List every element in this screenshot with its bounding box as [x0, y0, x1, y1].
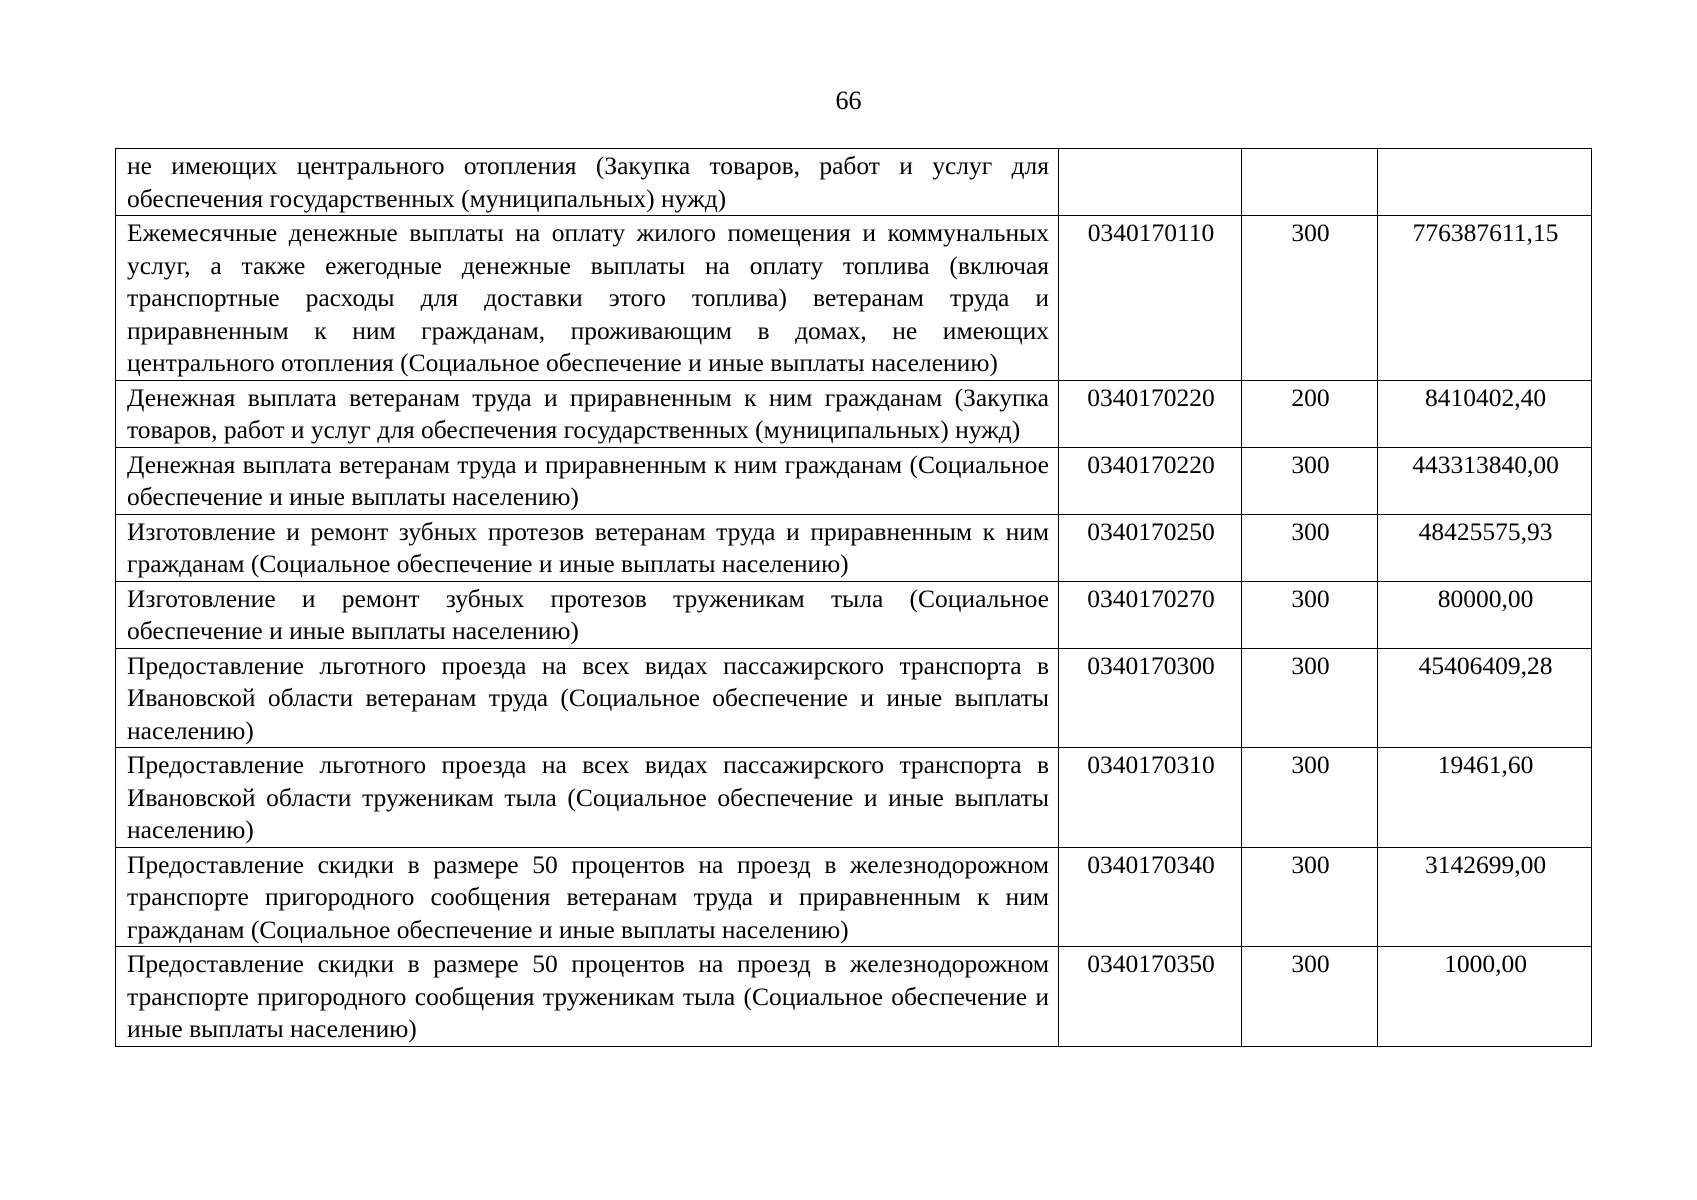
row-expense-type: 300: [1242, 648, 1378, 748]
row-target-code: 0340170220: [1059, 380, 1242, 447]
row-expense-type: 300: [1242, 748, 1378, 848]
row-expense-type: 300: [1242, 447, 1378, 514]
row-expense-type: 300: [1242, 847, 1378, 947]
row-target-code: 0340170310: [1059, 748, 1242, 848]
row-amount: 45406409,28: [1378, 648, 1592, 748]
row-expense-type: 300: [1242, 514, 1378, 581]
page-number: 66: [835, 86, 862, 115]
row-amount: 8410402,40: [1378, 380, 1592, 447]
row-expense-type: [1242, 149, 1378, 216]
row-amount: 80000,00: [1378, 581, 1592, 648]
row-target-code: 0340170110: [1059, 216, 1242, 381]
budget-table: [115, 148, 1592, 1047]
row-description: Предоставление скидки в размере 50 процентов на проезд в железнодорожном транспорте пригородного сообщения ветеранам труда и приравненным к ним гражданам (Социальное обеспечение и иные выплаты населению): [116, 847, 1059, 947]
row-amount: [1378, 149, 1592, 216]
table-row: [116, 514, 1592, 581]
row-description: Предоставление скидки в размере 50 процентов на проезд в железнодорожном транспорте пригородного сообщения труженикам тыла (Социальное обеспечение и иные выплаты населению): [116, 947, 1059, 1047]
row-description: Денежная выплата ветеранам труда и приравненным к ним гражданам (Закупка товаров, работ и услуг для обеспечения государственных (муниципальных) нужд): [116, 380, 1059, 447]
row-description: не имеющих центрального отопления (Закупка товаров, работ и услуг для обеспечения государственных (муниципальных) нужд): [116, 149, 1059, 216]
table-row: [116, 149, 1592, 216]
row-amount: 1000,00: [1378, 947, 1592, 1047]
row-amount: 3142699,00: [1378, 847, 1592, 947]
row-amount: 19461,60: [1378, 748, 1592, 848]
row-target-code: 0340170270: [1059, 581, 1242, 648]
table-row: [116, 216, 1592, 381]
table-row: [116, 947, 1592, 1047]
row-amount: 443313840,00: [1378, 447, 1592, 514]
row-expense-type: 300: [1242, 581, 1378, 648]
table-row: [116, 581, 1592, 648]
row-target-code: 0340170350: [1059, 947, 1242, 1047]
row-amount: 776387611,15: [1378, 216, 1592, 381]
table-row: [116, 380, 1592, 447]
row-target-code: 0340170340: [1059, 847, 1242, 947]
row-expense-type: 300: [1242, 947, 1378, 1047]
row-target-code: [1059, 149, 1242, 216]
row-description: Предоставление льготного проезда на всех видах пассажирского транспорта в Ивановской области труженикам тыла (Социальное обеспечение и иные выплаты населению): [116, 748, 1059, 848]
row-description: Изготовление и ремонт зубных протезов труженикам тыла (Социальное обеспечение и иные выплаты населению): [116, 581, 1059, 648]
table-row: [116, 847, 1592, 947]
row-target-code: 0340170250: [1059, 514, 1242, 581]
row-target-code: 0340170300: [1059, 648, 1242, 748]
row-expense-type: 200: [1242, 380, 1378, 447]
budget-table-body: [116, 149, 1592, 1047]
table-row: [116, 447, 1592, 514]
row-target-code: 0340170220: [1059, 447, 1242, 514]
table-row: [116, 748, 1592, 848]
row-amount: 48425575,93: [1378, 514, 1592, 581]
row-expense-type: 300: [1242, 216, 1378, 381]
row-description: Ежемесячные денежные выплаты на оплату жилого помещения и коммунальных услуг, а также ежегодные денежные выплаты на оплату топлива (включая транспортные расходы для доставки этого топлива) ветеранам труда и приравненным к ним гражданам, проживающим в домах, не имеющих центрального отопления (Социальное обеспечение и иные выплаты населению): [116, 216, 1059, 381]
row-description: Денежная выплата ветеранам труда и приравненным к ним гражданам (Социальное обеспечение и иные выплаты населению): [116, 447, 1059, 514]
row-description: Предоставление льготного проезда на всех видах пассажирского транспорта в Ивановской области ветеранам труда (Социальное обеспечение и иные выплаты населению): [116, 648, 1059, 748]
row-description: Изготовление и ремонт зубных протезов ветеранам труда и приравненным к ним гражданам (Социальное обеспечение и иные выплаты населению): [116, 514, 1059, 581]
table-row: [116, 648, 1592, 748]
